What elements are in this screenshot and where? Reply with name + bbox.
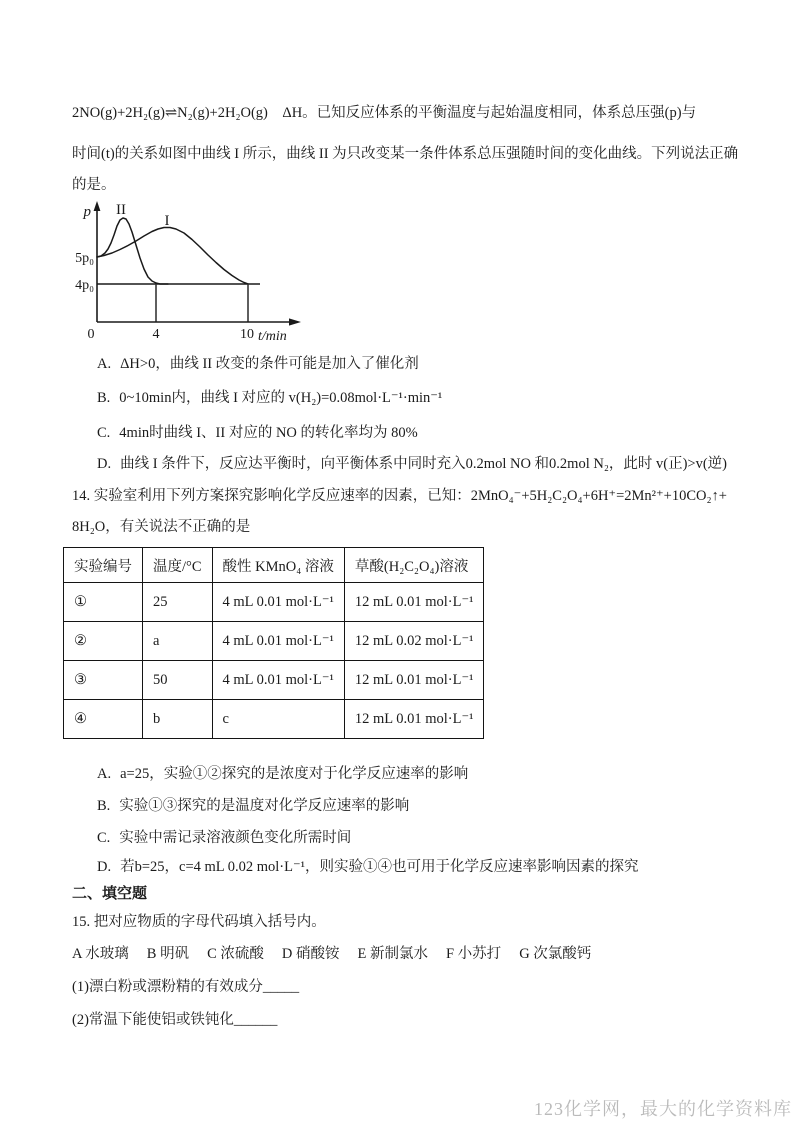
q15-substance-list [72, 945, 609, 964]
substance-g: G 次氯酸钙 [519, 946, 592, 962]
curve-II-label: II [116, 202, 126, 218]
col-header-kmno4: 酸性 KMnO₄ 溶液 [212, 548, 344, 583]
q13-body-line-3: 的是。 [72, 177, 116, 193]
table-row [64, 661, 484, 700]
curve-I [97, 228, 248, 285]
x-axis-arrow-icon [289, 318, 301, 325]
q13-option-b-text: 0~10min内，曲线 I 对应的 v(H₂)=0.08mol·L⁻¹·min⁻¹ [119, 390, 443, 406]
x-tick-0: 0 [87, 327, 95, 342]
substance-c: C 浓硫酸 [207, 946, 264, 962]
table-row [64, 583, 484, 622]
cell-exp3-no: ③ [64, 661, 143, 700]
q14-option-a-text: a=25，实验①②探究的是浓度对于化学反应速率的影响 [120, 766, 469, 782]
substance-d: D 硝酸铵 [281, 946, 340, 962]
col-header-oxalic-acid: 草酸(H₂C₂O₄)溶液 [344, 548, 484, 583]
q13-option-d-label: D. [97, 456, 112, 472]
cell-exp4-oxalic: 12 mL 0.01 mol·L⁻¹ [344, 700, 484, 739]
cell-exp2-kmno4: 4 mL 0.01 mol·L⁻¹ [212, 622, 344, 661]
cell-exp3-oxalic: 12 mL 0.01 mol·L⁻¹ [344, 661, 484, 700]
cell-exp4-kmno4: c [212, 700, 344, 739]
pressure-time-graph [70, 200, 320, 350]
q14-option-d-text: 若b=25，c=4 mL 0.02 mol·L⁻¹，则实验①④也可用于化学反应速率影响因素的探究 [120, 859, 639, 875]
substance-e: E 新制氯水 [357, 946, 428, 962]
q13-option-b-label: B. [97, 390, 111, 406]
substance-a: A 水玻璃 [72, 946, 129, 962]
q13-body-line-2: 时间(t)的关系如图中曲线 I 所示，曲线 II 为只改变某一条件体系总压强随时间的变化曲线。下列说法正确 [72, 146, 739, 162]
q14-body-line-2: 8H₂O，有关说法不正确的是 [72, 519, 251, 535]
q14-option-b [97, 797, 409, 816]
y-axis-label: p [83, 204, 91, 220]
curve-II [97, 218, 168, 284]
substance-f: F 小苏打 [445, 946, 502, 962]
q14-option-d [97, 858, 639, 877]
y-tick-4p0: 4p₀ [75, 278, 94, 293]
cell-exp3-temp: 50 [143, 661, 213, 700]
q14-option-a-label: A. [97, 766, 112, 782]
table-row [64, 700, 484, 739]
curve-I-label: I [164, 213, 170, 229]
q13-body-line-1: 2NO(g)+2H₂(g)⇌N₂(g)+2H₂O(g) ΔH。已知反应体系的平衡温度与起始温度相同，体系总压强(p)与 [72, 105, 697, 121]
cell-exp1-kmno4: 4 mL 0.01 mol·L⁻¹ [212, 583, 344, 622]
q14-option-b-label: B. [97, 798, 111, 814]
table-header-row [64, 548, 484, 583]
q13-option-b [97, 389, 442, 408]
q13-option-c [97, 424, 418, 443]
q13-option-d [97, 455, 727, 474]
q13-option-a [97, 355, 419, 374]
q13-option-a-label: A. [97, 356, 112, 372]
q13-option-c-text: 4min时曲线 I、II 对应的 NO 的转化率均为 80% [119, 425, 418, 441]
y-tick-5p0: 5p₀ [75, 251, 94, 266]
q15-intro: 15. 把对应物质的字母代码填入括号内。 [72, 914, 326, 930]
q13-option-d-text: 曲线 I 条件下，反应达平衡时，向平衡体系中同时充入0.2mol NO 和0.2mol N₂，此时 v(正)>v(逆) [120, 456, 728, 472]
x-tick-4: 4 [152, 327, 160, 342]
y-axis-arrow-icon [94, 201, 101, 211]
cell-exp4-temp: b [143, 700, 213, 739]
experiment-table [63, 547, 484, 739]
site-watermark: 123化学网，最大的化学资料库 [534, 1099, 792, 1119]
x-tick-10: 10 [240, 327, 254, 342]
q13-option-a-text: ΔH>0，曲线 II 改变的条件可能是加入了催化剂 [120, 356, 419, 372]
q15-fill-blank-1: (1)漂白粉或漂粉精的有效成分_____ [72, 979, 300, 995]
q14-option-d-label: D. [97, 859, 112, 875]
cell-exp2-no: ② [64, 622, 143, 661]
cell-exp4-no: ④ [64, 700, 143, 739]
cell-exp1-oxalic: 12 mL 0.01 mol·L⁻¹ [344, 583, 484, 622]
q14-option-b-text: 实验①③探究的是温度对化学反应速率的影响 [119, 798, 410, 814]
cell-exp1-temp: 25 [143, 583, 213, 622]
q14-option-c [97, 829, 351, 848]
substance-b: B 明矾 [146, 946, 190, 962]
q14-option-a [97, 765, 468, 784]
section-2-heading: 二、填空题 [72, 886, 148, 902]
cell-exp2-temp: a [143, 622, 213, 661]
cell-exp2-oxalic: 12 mL 0.02 mol·L⁻¹ [344, 622, 484, 661]
table-row [64, 622, 484, 661]
cell-exp3-kmno4: 4 mL 0.01 mol·L⁻¹ [212, 661, 344, 700]
col-header-temperature: 温度/°C [143, 548, 213, 583]
q15-fill-blank-2: (2)常温下能使铝或铁钝化______ [72, 1012, 278, 1028]
q13-option-c-label: C. [97, 425, 111, 441]
q14-option-c-label: C. [97, 830, 111, 846]
x-axis-label: t/min [258, 329, 287, 344]
col-header-experiment-no: 实验编号 [64, 548, 143, 583]
q14-option-c-text: 实验中需记录溶液颜色变化所需时间 [119, 830, 352, 846]
q14-body-line-1: 14. 实验室利用下列方案探究影响化学反应速率的因素，已知：2MnO₄⁻+5H₂C₂O₄+6H⁺=2Mn²⁺+10CO₂↑+ [72, 488, 727, 504]
cell-exp1-no: ① [64, 583, 143, 622]
